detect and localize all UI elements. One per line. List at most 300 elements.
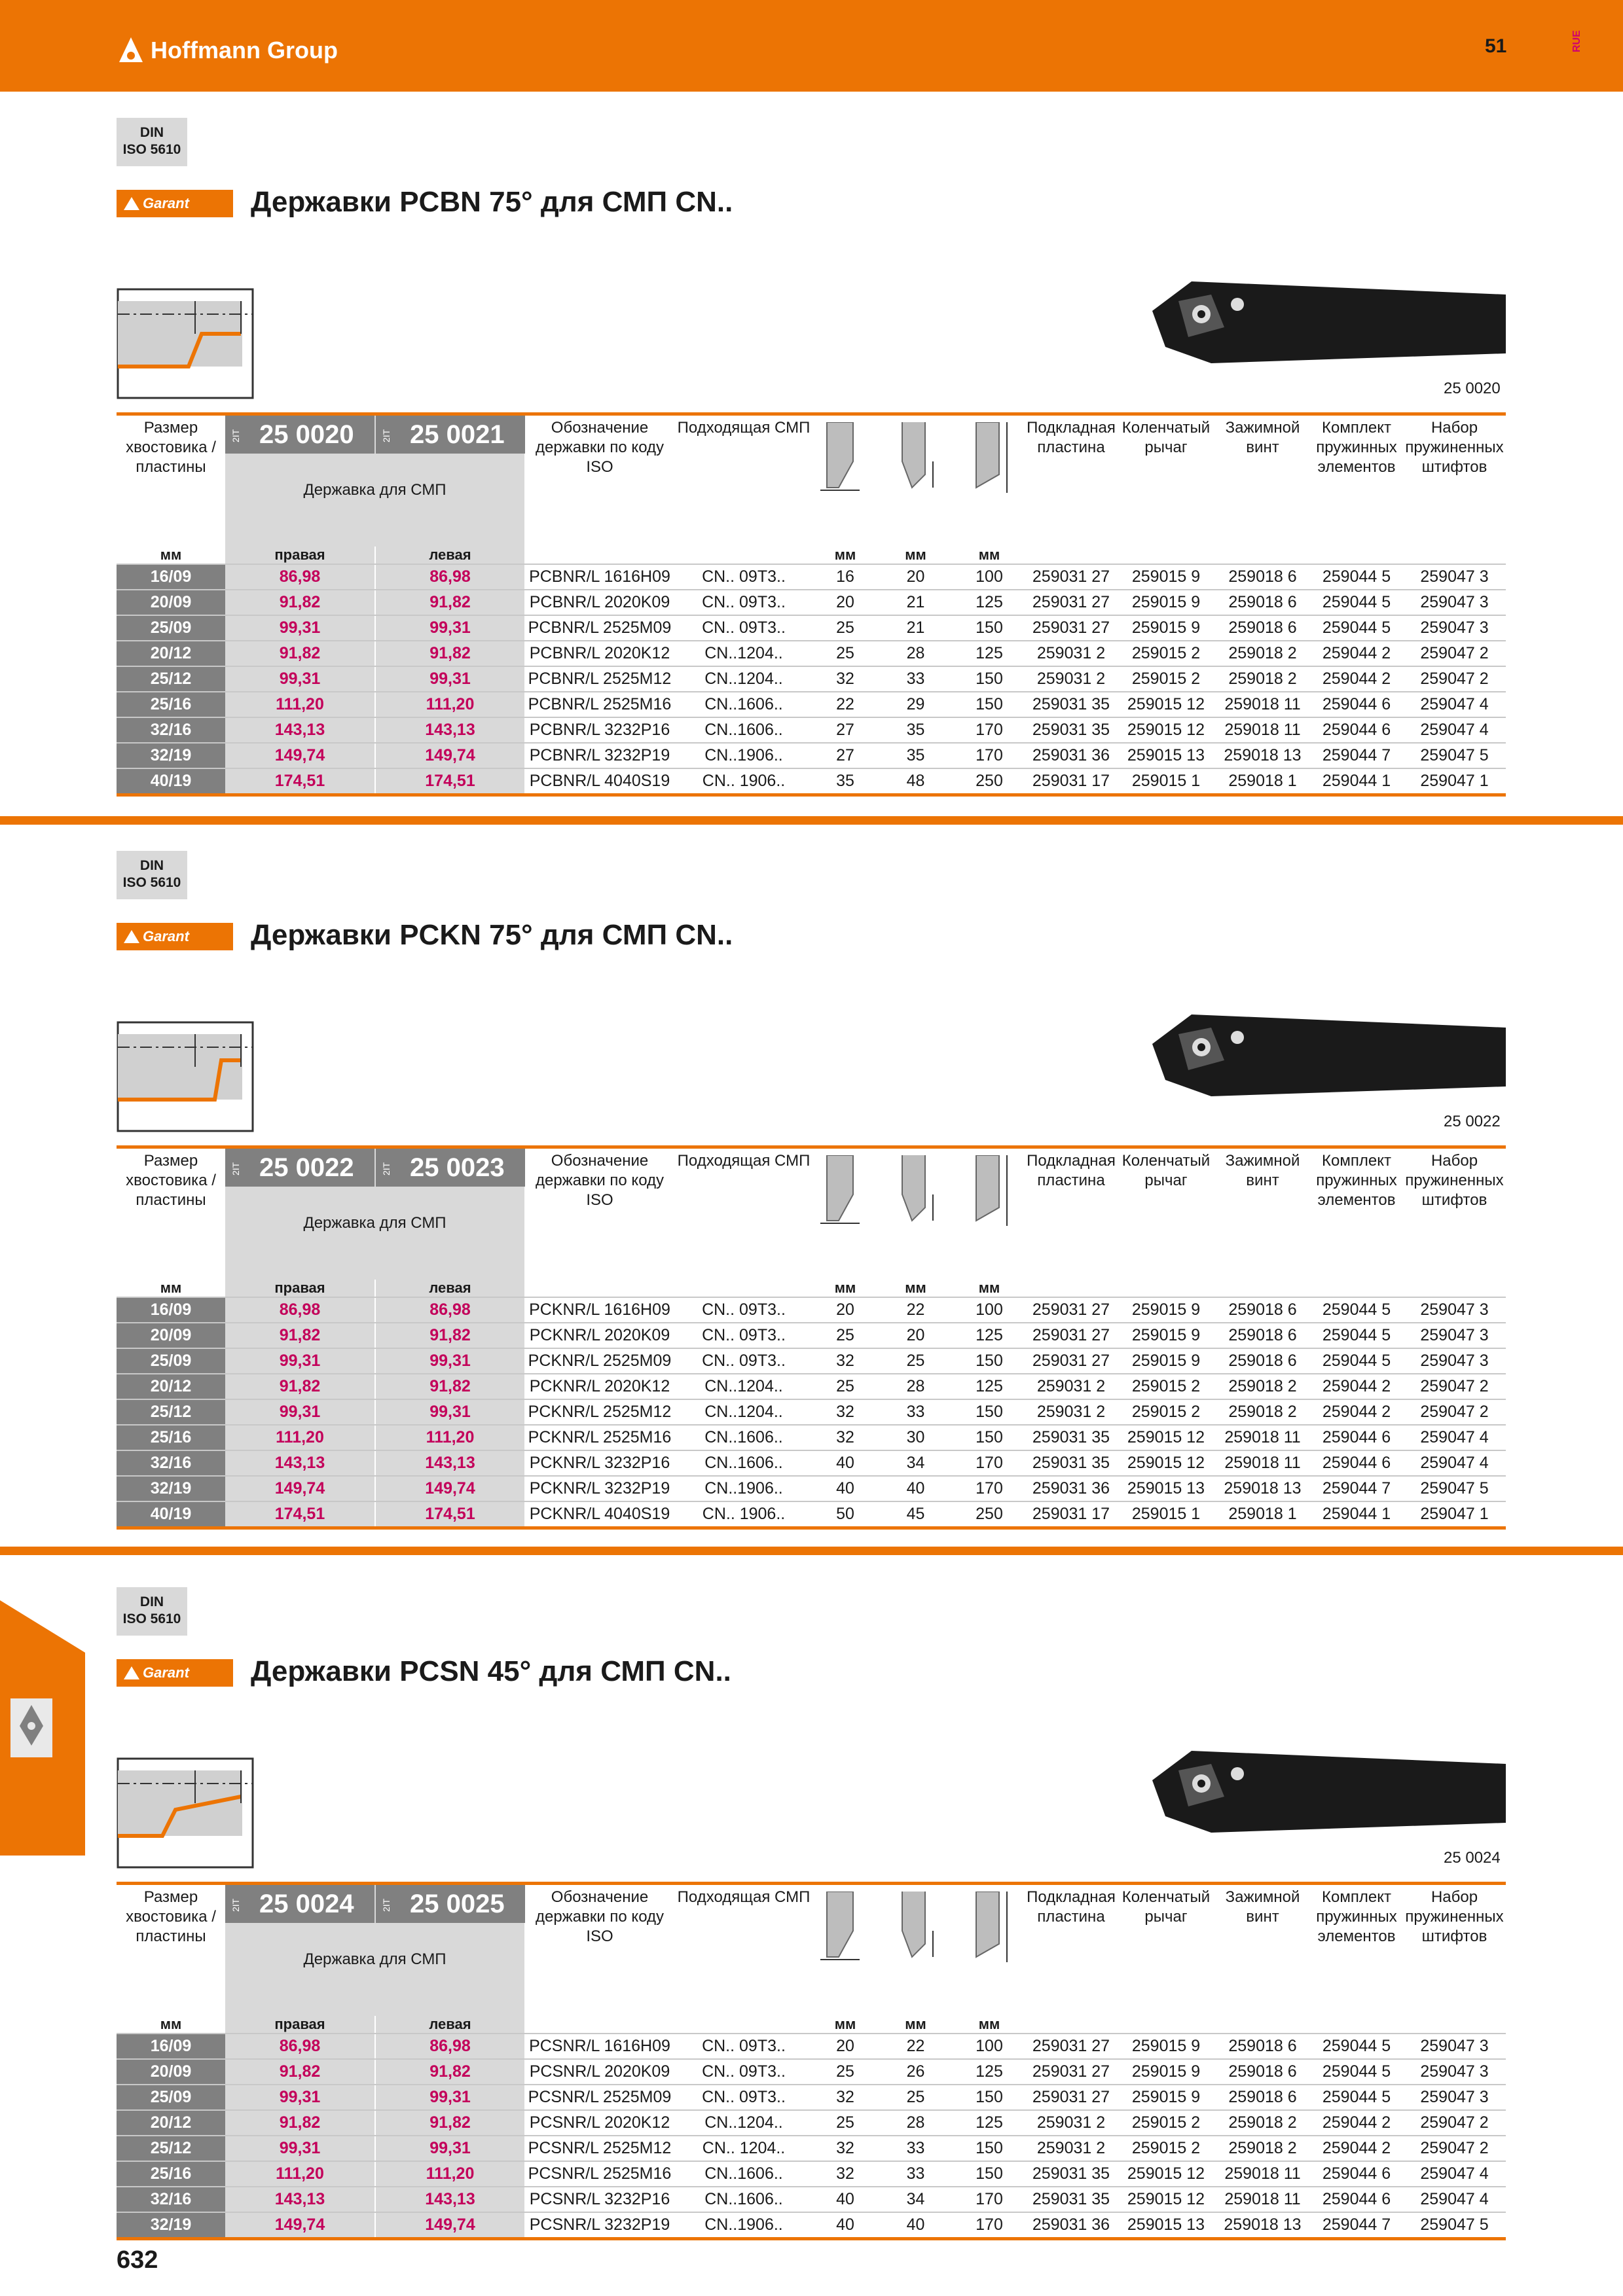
cell-lever: 259015 9 xyxy=(1131,593,1201,611)
cell-shim: 259031 27 xyxy=(1032,1326,1110,1344)
cell-size: 20/09 xyxy=(117,590,225,615)
cell-price-left: 174,51 xyxy=(376,1502,524,1526)
product-table xyxy=(117,1882,1506,2240)
article-number-left xyxy=(376,416,525,454)
table-row xyxy=(117,2084,1506,2109)
cell-shim: 259031 35 xyxy=(1032,695,1110,713)
cell-pins: 259047 3 xyxy=(1420,2037,1489,2055)
cell-h2: 28 xyxy=(906,1377,925,1395)
cell-pins: 259047 3 xyxy=(1420,567,1489,586)
table-bottom-rule xyxy=(117,793,1506,797)
cell-insert: CN..1606.. xyxy=(704,695,783,713)
cell-l1: 125 xyxy=(976,2062,1003,2081)
cell-shim: 259031 2 xyxy=(1036,1377,1106,1395)
cell-size: 20/09 xyxy=(117,2060,225,2084)
unit-l1: мм xyxy=(978,1280,1000,1296)
cell-shim: 259031 2 xyxy=(1036,2139,1106,2157)
cell-shim: 259031 27 xyxy=(1032,1352,1110,1370)
cell-lever: 259015 1 xyxy=(1131,1505,1201,1523)
header-holder: Державка для СМП xyxy=(303,1214,447,1232)
cell-l1: 150 xyxy=(976,695,1003,713)
cell-h2: 34 xyxy=(906,1454,925,1472)
dimension-l1-icon xyxy=(966,1892,1012,1964)
tool-article-code: 25 0022 xyxy=(1444,1113,1501,1130)
table-row xyxy=(117,615,1506,640)
cell-size: 25/12 xyxy=(117,667,225,691)
cell-price-right: 99,31 xyxy=(225,1400,374,1424)
cell-insert: CN.. 09T3.. xyxy=(702,1300,786,1319)
table-row xyxy=(117,691,1506,717)
cell-screw: 259018 13 xyxy=(1224,2215,1302,2234)
table-row xyxy=(117,1501,1506,1526)
table-row xyxy=(117,1450,1506,1475)
cell-h1: 50 xyxy=(836,1505,854,1523)
cell-designation: PCBNR/L 2525M12 xyxy=(528,670,672,688)
cell-l1: 150 xyxy=(976,670,1003,688)
article-number-right xyxy=(225,416,374,454)
cell-shim: 259031 27 xyxy=(1032,1300,1110,1319)
cell-pins: 259047 5 xyxy=(1420,1479,1489,1498)
cell-screw: 259018 11 xyxy=(1224,1428,1301,1446)
page-header xyxy=(0,0,1623,92)
cell-designation: PCKNR/L 2020K09 xyxy=(529,1326,670,1344)
cell-l1: 250 xyxy=(976,772,1003,790)
table-row xyxy=(117,1399,1506,1424)
cell-pins: 259047 3 xyxy=(1420,619,1489,637)
table-row xyxy=(117,717,1506,742)
cell-pins: 259047 1 xyxy=(1420,772,1489,790)
cell-h2: 20 xyxy=(906,567,925,586)
cell-lever: 259015 2 xyxy=(1131,1403,1201,1421)
cell-l1: 150 xyxy=(976,2088,1003,2106)
cell-kit: 259044 5 xyxy=(1322,1300,1391,1319)
cell-price-right: 143,13 xyxy=(225,1451,374,1475)
cell-kit: 259044 2 xyxy=(1322,1377,1391,1395)
unit-row xyxy=(117,1280,1506,1297)
cell-shim: 259031 17 xyxy=(1032,1505,1110,1523)
cell-screw: 259018 6 xyxy=(1228,2088,1297,2106)
cell-lever: 259015 2 xyxy=(1131,2113,1201,2132)
cell-lever: 259015 9 xyxy=(1131,2062,1201,2081)
cell-insert: CN..1906.. xyxy=(704,746,783,764)
cell-l1: 125 xyxy=(976,1377,1003,1395)
cell-lever: 259015 2 xyxy=(1131,1377,1201,1395)
cell-h2: 30 xyxy=(906,1428,925,1446)
label-right: правая xyxy=(225,1280,374,1297)
cell-screw: 259018 11 xyxy=(1224,2164,1301,2183)
cell-size: 40/19 xyxy=(117,1502,225,1526)
unit-h1: мм xyxy=(834,1280,856,1296)
cell-price-right: 143,13 xyxy=(225,718,374,742)
tool-holder-photo xyxy=(1152,275,1506,367)
cell-h2: 34 xyxy=(906,2190,925,2208)
dimension-h1-icon xyxy=(820,1155,866,1227)
cell-kit: 259044 5 xyxy=(1322,2037,1391,2055)
cell-size: 20/12 xyxy=(117,1374,225,1399)
cell-insert: CN..1204.. xyxy=(704,2113,783,2132)
dimension-l1-icon xyxy=(966,1155,1012,1227)
cell-price-left: 143,13 xyxy=(376,1451,524,1475)
cell-l1: 150 xyxy=(976,1352,1003,1370)
cell-shim: 259031 35 xyxy=(1032,721,1110,739)
cell-price-left: 99,31 xyxy=(376,2085,524,2109)
cell-h2: 29 xyxy=(906,695,925,713)
table-header xyxy=(117,1885,1506,2016)
tolerance-tag: 2IT xyxy=(381,429,392,442)
cell-h2: 33 xyxy=(906,1403,925,1421)
cell-pins: 259047 5 xyxy=(1420,746,1489,764)
din-badge xyxy=(117,118,187,166)
cell-screw: 259018 6 xyxy=(1228,567,1297,586)
header-lever: Коленчатый рычаг xyxy=(1122,1152,1211,1189)
label-right: правая xyxy=(225,547,374,564)
cell-h1: 32 xyxy=(836,1352,854,1370)
cell-pins: 259047 3 xyxy=(1420,1300,1489,1319)
cell-designation: PCKNR/L 2525M09 xyxy=(528,1352,672,1370)
cell-lever: 259015 9 xyxy=(1131,1352,1201,1370)
cell-l1: 125 xyxy=(976,2113,1003,2132)
cell-price-left: 99,31 xyxy=(376,2136,524,2161)
cell-l1: 100 xyxy=(976,2037,1003,2055)
din-line-2: ISO 5610 xyxy=(122,1611,181,1626)
table-row xyxy=(117,564,1506,589)
cell-price-left: 143,13 xyxy=(376,2187,524,2212)
garant-label: Garant xyxy=(143,1664,189,1681)
cell-h2: 33 xyxy=(906,2139,925,2157)
cell-h2: 45 xyxy=(906,1505,925,1523)
cell-size: 25/16 xyxy=(117,2162,225,2186)
cell-l1: 170 xyxy=(976,2190,1003,2208)
header-insert: Подходящая СМП xyxy=(677,419,811,437)
header-lever: Коленчатый рычаг xyxy=(1122,419,1211,456)
unit-row xyxy=(117,2016,1506,2033)
cell-h2: 20 xyxy=(906,1326,925,1344)
cell-price-left: 149,74 xyxy=(376,2213,524,2237)
cell-screw: 259018 1 xyxy=(1228,1505,1297,1523)
cell-price-left: 99,31 xyxy=(376,1349,524,1373)
cell-h2: 21 xyxy=(906,619,925,637)
cell-price-left: 174,51 xyxy=(376,769,524,793)
cell-kit: 259044 7 xyxy=(1322,2215,1391,2234)
cell-size: 20/12 xyxy=(117,641,225,666)
label-left: левая xyxy=(376,2016,524,2033)
cell-pins: 259047 2 xyxy=(1420,1403,1489,1421)
cell-screw: 259018 2 xyxy=(1228,1377,1297,1395)
tool-holder-photo xyxy=(1152,1008,1506,1100)
cell-pins: 259047 4 xyxy=(1420,695,1489,713)
article-code-left: 25 0023 xyxy=(410,1153,505,1182)
cell-screw: 259018 11 xyxy=(1224,695,1301,713)
header-size: Размер хвостовика / пластины xyxy=(126,1888,216,1945)
table-row xyxy=(117,1424,1506,1450)
header-size: Размер хвостовика / пластины xyxy=(126,419,216,476)
cell-lever: 259015 12 xyxy=(1127,2164,1205,2183)
brand-name: Hoffmann Group xyxy=(151,37,338,63)
cell-price-right: 91,82 xyxy=(225,641,374,666)
cell-insert: CN.. 09T3.. xyxy=(702,2088,786,2106)
cell-price-right: 99,31 xyxy=(225,2085,374,2109)
header-pins: Набор пружиненных штифтов xyxy=(1405,419,1504,476)
cell-price-right: 91,82 xyxy=(225,590,374,615)
cell-price-left: 143,13 xyxy=(376,718,524,742)
cell-l1: 150 xyxy=(976,619,1003,637)
cell-price-right: 91,82 xyxy=(225,2060,374,2084)
header-shim: Подкладная пластина xyxy=(1027,1888,1116,1926)
header-kit: Комплект пружинных элементов xyxy=(1316,1888,1397,1945)
hoffmann-logo xyxy=(117,34,338,67)
cell-designation: PCKNR/L 3232P16 xyxy=(529,1454,670,1472)
table-row xyxy=(117,2109,1506,2135)
dimension-h2-icon xyxy=(892,1155,938,1227)
cell-size: 32/16 xyxy=(117,718,225,742)
cell-price-left: 99,31 xyxy=(376,667,524,691)
cell-price-right: 149,74 xyxy=(225,1477,374,1501)
cell-shim: 259031 27 xyxy=(1032,2062,1110,2081)
cell-screw: 259018 2 xyxy=(1228,670,1297,688)
cell-h1: 16 xyxy=(836,567,854,586)
table-row xyxy=(117,2058,1506,2084)
language-code: RUE xyxy=(1571,30,1582,52)
cell-shim: 259031 35 xyxy=(1032,1454,1110,1472)
cell-kit: 259044 2 xyxy=(1322,2113,1391,2132)
cell-size: 32/19 xyxy=(117,1477,225,1501)
cell-shim: 259031 27 xyxy=(1032,2037,1110,2055)
table-row xyxy=(117,2186,1506,2212)
table-row xyxy=(117,2033,1506,2058)
cell-kit: 259044 7 xyxy=(1322,746,1391,764)
cell-h1: 22 xyxy=(836,695,854,713)
cell-pins: 259047 4 xyxy=(1420,2190,1489,2208)
unit-l1: мм xyxy=(978,2016,1000,2032)
cell-insert: CN..1606.. xyxy=(704,1428,783,1446)
cell-lever: 259015 13 xyxy=(1127,746,1205,764)
cell-lever: 259015 2 xyxy=(1131,2139,1201,2157)
unit-row xyxy=(117,547,1506,564)
cell-h1: 32 xyxy=(836,2139,854,2157)
unit-h2: мм xyxy=(905,547,926,563)
product-section xyxy=(0,851,1623,1523)
cell-designation: PCKNR/L 2525M12 xyxy=(528,1403,672,1421)
cell-insert: CN.. 1204.. xyxy=(702,2139,786,2157)
cell-size: 16/09 xyxy=(117,2034,225,2058)
cell-pins: 259047 4 xyxy=(1420,721,1489,739)
cell-h2: 26 xyxy=(906,2062,925,2081)
cell-lever: 259015 2 xyxy=(1131,644,1201,662)
cell-price-right: 111,20 xyxy=(225,692,374,717)
cell-l1: 250 xyxy=(976,1505,1003,1523)
cell-designation: PCBNR/L 4040S19 xyxy=(529,772,670,790)
cell-size: 40/19 xyxy=(117,769,225,793)
cell-l1: 100 xyxy=(976,567,1003,586)
cell-designation: PCBNR/L 3232P19 xyxy=(529,746,670,764)
unit-h2: мм xyxy=(905,2016,926,2032)
cell-screw: 259018 6 xyxy=(1228,2062,1297,2081)
cell-insert: CN..1906.. xyxy=(704,1479,783,1498)
table-bottom-rule xyxy=(117,1526,1506,1530)
header-designation: Обозначение державки по коду ISO xyxy=(535,1152,665,1209)
cell-h1: 25 xyxy=(836,1377,854,1395)
cell-h1: 20 xyxy=(836,593,854,611)
cell-size: 16/09 xyxy=(117,1298,225,1322)
header-screw: Зажимной винт xyxy=(1225,1888,1300,1926)
page-number-top: 51 xyxy=(1485,35,1507,57)
section-divider xyxy=(0,1547,1623,1555)
holder-drawing-icon xyxy=(117,1021,254,1132)
article-number-right xyxy=(225,1149,374,1187)
cell-shim: 259031 35 xyxy=(1032,2190,1110,2208)
cell-h1: 40 xyxy=(836,1454,854,1472)
table-row xyxy=(117,1348,1506,1373)
cell-h1: 35 xyxy=(836,772,854,790)
cell-insert: CN.. 09T3.. xyxy=(702,1352,786,1370)
cell-kit: 259044 5 xyxy=(1322,2088,1391,2106)
table-row xyxy=(117,1297,1506,1322)
cell-l1: 170 xyxy=(976,2215,1003,2234)
header-insert: Подходящая СМП xyxy=(677,1152,811,1170)
cell-insert: CN.. 1906.. xyxy=(702,1505,786,1523)
table-row xyxy=(117,1475,1506,1501)
din-badge xyxy=(117,851,187,899)
cell-h1: 25 xyxy=(836,2062,854,2081)
cell-screw: 259018 6 xyxy=(1228,1300,1297,1319)
cell-insert: CN.. 09T3.. xyxy=(702,2037,786,2055)
cell-designation: PCSNR/L 2020K09 xyxy=(529,2062,670,2081)
cell-price-right: 86,98 xyxy=(225,1298,374,1322)
cell-price-right: 99,31 xyxy=(225,1349,374,1373)
article-number-right xyxy=(225,1885,374,1923)
dimension-l1-icon xyxy=(966,422,1012,494)
cell-insert: CN..1204.. xyxy=(704,1403,783,1421)
cell-screw: 259018 2 xyxy=(1228,2139,1297,2157)
cell-price-left: 149,74 xyxy=(376,744,524,768)
cell-l1: 150 xyxy=(976,1403,1003,1421)
cell-kit: 259044 5 xyxy=(1322,593,1391,611)
cell-pins: 259047 3 xyxy=(1420,2062,1489,2081)
cell-h1: 27 xyxy=(836,721,854,739)
cell-kit: 259044 6 xyxy=(1322,1428,1391,1446)
cell-size: 32/16 xyxy=(117,2187,225,2212)
product-section xyxy=(0,118,1623,790)
cell-designation: PCSNR/L 2525M16 xyxy=(528,2164,672,2183)
cell-kit: 259044 6 xyxy=(1322,695,1391,713)
cell-insert: CN..1204.. xyxy=(704,1377,783,1395)
article-number-left xyxy=(376,1149,525,1187)
cell-pins: 259047 3 xyxy=(1420,2088,1489,2106)
header-designation: Обозначение державки по коду ISO xyxy=(535,419,665,476)
table-row xyxy=(117,666,1506,691)
header-holder: Державка для СМП xyxy=(303,481,447,499)
cell-h1: 32 xyxy=(836,1428,854,1446)
cell-kit: 259044 7 xyxy=(1322,1479,1391,1498)
cell-kit: 259044 2 xyxy=(1322,2139,1391,2157)
cell-kit: 259044 2 xyxy=(1322,644,1391,662)
cell-h1: 32 xyxy=(836,2088,854,2106)
section-title: Державки PCKN 75° для СМП CN.. xyxy=(251,919,733,951)
cell-size: 25/12 xyxy=(117,2136,225,2161)
cell-designation: PCBNR/L 2525M16 xyxy=(528,695,672,713)
garant-logo-icon xyxy=(123,1666,140,1680)
cell-h2: 25 xyxy=(906,1352,925,1370)
table-bottom-rule xyxy=(117,2237,1506,2240)
cell-kit: 259044 5 xyxy=(1322,2062,1391,2081)
cell-screw: 259018 6 xyxy=(1228,1326,1297,1344)
cell-shim: 259031 36 xyxy=(1032,1479,1110,1498)
cell-size: 25/09 xyxy=(117,1349,225,1373)
garant-logo-icon xyxy=(123,196,140,211)
product-table xyxy=(117,1145,1506,1530)
tolerance-tag: 2IT xyxy=(381,1898,392,1912)
cell-shim: 259031 17 xyxy=(1032,772,1110,790)
cell-kit: 259044 5 xyxy=(1322,619,1391,637)
header-kit: Комплект пружинных элементов xyxy=(1316,419,1397,476)
cell-h1: 20 xyxy=(836,1300,854,1319)
cell-h1: 25 xyxy=(836,1326,854,1344)
cell-designation: PCKNR/L 2525M16 xyxy=(528,1428,672,1446)
cell-pins: 259047 3 xyxy=(1420,1352,1489,1370)
cell-l1: 150 xyxy=(976,1428,1003,1446)
cell-insert: CN..1204.. xyxy=(704,670,783,688)
garant-label: Garant xyxy=(143,195,189,211)
cell-insert: CN.. 1906.. xyxy=(702,772,786,790)
section-title: Державки PCBN 75° для СМП CN.. xyxy=(251,186,733,218)
cell-insert: CN.. 09T3.. xyxy=(702,2062,786,2081)
cell-size: 25/16 xyxy=(117,1426,225,1450)
product-table xyxy=(117,412,1506,797)
cell-h1: 40 xyxy=(836,2215,854,2234)
cell-insert: CN.. 09T3.. xyxy=(702,1326,786,1344)
table-header xyxy=(117,1149,1506,1280)
cell-l1: 170 xyxy=(976,1479,1003,1498)
cell-lever: 259015 12 xyxy=(1127,695,1205,713)
cell-size: 25/09 xyxy=(117,2085,225,2109)
cell-designation: PCSNR/L 2525M09 xyxy=(528,2088,672,2106)
cell-designation: PCSNR/L 2020K12 xyxy=(529,2113,670,2132)
cell-lever: 259015 12 xyxy=(1127,2190,1205,2208)
cell-designation: PCBNR/L 2020K09 xyxy=(529,593,670,611)
cell-designation: PCSNR/L 3232P19 xyxy=(529,2215,670,2234)
tolerance-tag: 2IT xyxy=(230,429,241,442)
cell-lever: 259015 2 xyxy=(1131,670,1201,688)
header-screw: Зажимной винт xyxy=(1225,1152,1300,1189)
cell-screw: 259018 6 xyxy=(1228,1352,1297,1370)
cell-shim: 259031 27 xyxy=(1032,2088,1110,2106)
cell-pins: 259047 1 xyxy=(1420,1505,1489,1523)
page-number-bottom: 632 xyxy=(117,2246,158,2274)
cell-price-right: 86,98 xyxy=(225,2034,374,2058)
cell-price-right: 149,74 xyxy=(225,744,374,768)
cell-pins: 259047 2 xyxy=(1420,670,1489,688)
cell-pins: 259047 3 xyxy=(1420,1326,1489,1344)
dimension-h1-icon xyxy=(820,422,866,494)
cell-h1: 20 xyxy=(836,2037,854,2055)
dimension-h2-icon xyxy=(892,1892,938,1964)
cell-shim: 259031 2 xyxy=(1036,670,1106,688)
cell-shim: 259031 2 xyxy=(1036,2113,1106,2132)
cell-designation: PCBNR/L 1616H09 xyxy=(529,567,670,586)
garant-logo xyxy=(117,190,233,217)
cell-pins: 259047 2 xyxy=(1420,1377,1489,1395)
cell-designation: PCSNR/L 2525M12 xyxy=(528,2139,672,2157)
table-header xyxy=(117,416,1506,547)
tolerance-tag: 2IT xyxy=(381,1162,392,1175)
cell-kit: 259044 5 xyxy=(1322,567,1391,586)
table-row xyxy=(117,742,1506,768)
cell-price-right: 111,20 xyxy=(225,2162,374,2186)
cell-pins: 259047 2 xyxy=(1420,644,1489,662)
cell-screw: 259018 2 xyxy=(1228,1403,1297,1421)
cell-price-left: 91,82 xyxy=(376,2111,524,2135)
cell-l1: 125 xyxy=(976,1326,1003,1344)
